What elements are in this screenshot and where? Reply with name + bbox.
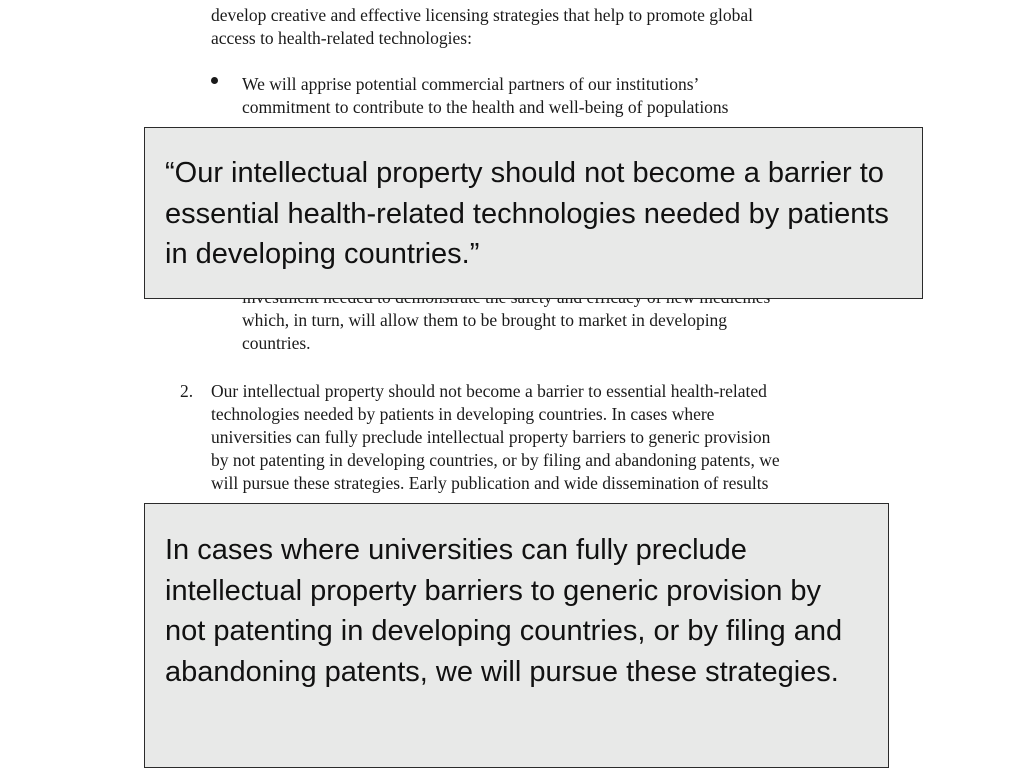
quote-text-top: “Our intellectual property should not become a barrier to essential health-related technologies needed by patients in developing countries.” (165, 157, 889, 270)
doc-bullet-line-5: countries. (242, 333, 311, 353)
doc-bullet-line-2: commitment to contribute to the health and well-being of populations (242, 97, 729, 117)
doc-bullet-line-4: which, in turn, will allow them to be brought to market in developing (242, 310, 728, 330)
doc-bullet-line-1: We will apprise potential commercial partners of our institutions’ (242, 74, 700, 94)
doc-intro-line-2: access to health-related technologies: (211, 28, 472, 48)
doc-item-line-2: technologies needed by patients in developing countries. In cases where (211, 404, 715, 424)
doc-item-line-1: Our intellectual property should not become a barrier to essential health-related (211, 381, 767, 401)
doc-intro-line-1: develop creative and effective licensing strategies that help to promote global (211, 5, 753, 25)
doc-item-line-4: by not patenting in developing countries, or by filing and abandoning patents, we (211, 450, 780, 470)
bullet-icon (211, 77, 218, 84)
quote-callout-bottom (144, 503, 889, 768)
quote-text-bottom: In cases where universities can fully preclude intellectual property barriers to generic provision by not patenting in developing countries, or by filing and abandoning patents, we will pursue these strategies. (165, 534, 843, 688)
doc-item-line-3: universities can fully preclude intellectual property barriers to generic provision (211, 427, 771, 447)
quote-callout-top (144, 127, 923, 299)
doc-item-number: 2. (180, 381, 194, 401)
doc-item-line-5: will pursue these strategies. Early publication and wide dissemination of results (211, 473, 769, 493)
